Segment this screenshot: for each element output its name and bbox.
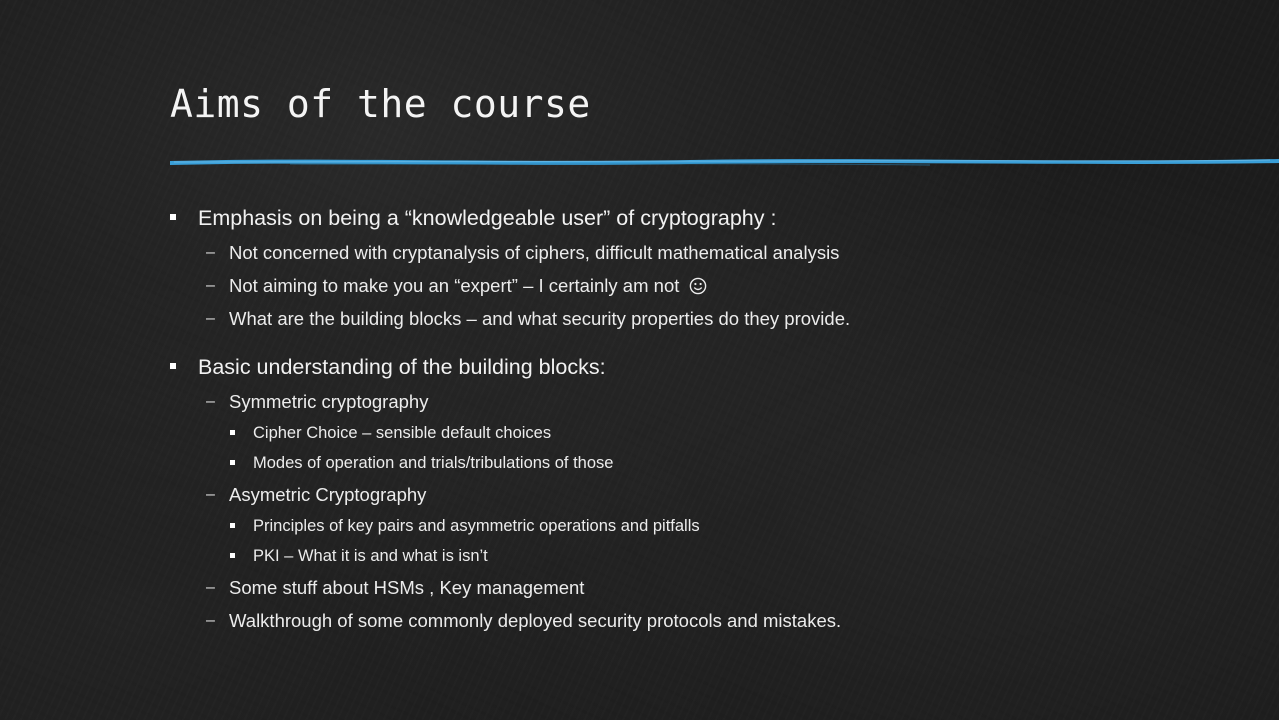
sub-bullet-text: Not aiming to make you an “expert” – I certainly am not (229, 275, 680, 296)
dash-bullet-icon: – (206, 393, 215, 410)
square-bullet-icon (230, 553, 235, 558)
sub-bullet (170, 236, 1250, 269)
sub-sub-bullet (170, 418, 1250, 448)
sub-sub-bullet-text: Cipher Choice – sensible default choices (253, 424, 552, 442)
square-bullet-icon (170, 363, 176, 369)
sub-bullet (170, 385, 1250, 418)
dash-bullet-icon: – (206, 579, 215, 596)
sub-bullet-text: What are the building blocks – and what security properties do they provide. (229, 308, 851, 329)
sub-bullet-text: Symmetric cryptography (229, 391, 429, 412)
dash-bullet-icon: – (206, 612, 215, 629)
square-bullet-icon (230, 430, 235, 435)
square-bullet-icon (170, 214, 176, 220)
sub-bullet (170, 302, 1250, 335)
dash-bullet-icon: – (206, 277, 215, 294)
sub-sub-bullet-text: Modes of operation and trials/tribulations of those (253, 454, 614, 472)
slide-body (170, 200, 1250, 637)
sub-sub-bullet (170, 448, 1250, 478)
square-bullet-icon (230, 523, 235, 528)
sub-sub-bullet (170, 541, 1250, 571)
sub-sub-bullet-text: PKI – What it is and what is isn’t (253, 547, 488, 565)
dash-bullet-icon: – (206, 486, 215, 503)
dash-bullet-icon: – (206, 244, 215, 261)
sub-bullet (170, 269, 1250, 302)
sub-bullet-text: Some stuff about HSMs , Key management (229, 577, 585, 598)
bullet-text: Basic understanding of the building blocks: (198, 355, 606, 379)
sub-sub-bullet-text: Principles of key pairs and asymmetric operations and pitfalls (253, 517, 700, 535)
sub-bullet (170, 571, 1250, 604)
sub-bullet-text: Asymetric Cryptography (229, 484, 427, 505)
bullet-basic-understanding (170, 349, 1250, 385)
sub-bullet-text: Walkthrough of some commonly deployed security protocols and mistakes. (229, 610, 842, 631)
sub-sub-bullet (170, 511, 1250, 541)
square-bullet-icon (230, 460, 235, 465)
bullet-emphasis (170, 200, 1250, 236)
slide-title: Aims of the course (170, 82, 591, 126)
sub-bullet (170, 604, 1250, 637)
dash-bullet-icon: – (206, 310, 215, 327)
title-underline (170, 153, 1279, 169)
sub-bullet-text: Not concerned with cryptanalysis of ciphers, difficult mathematical analysis (229, 242, 840, 263)
bullet-text: Emphasis on being a “knowledgeable user” of cryptography : (198, 206, 777, 230)
sub-bullet (170, 478, 1250, 511)
smiley-face-icon (689, 277, 707, 295)
